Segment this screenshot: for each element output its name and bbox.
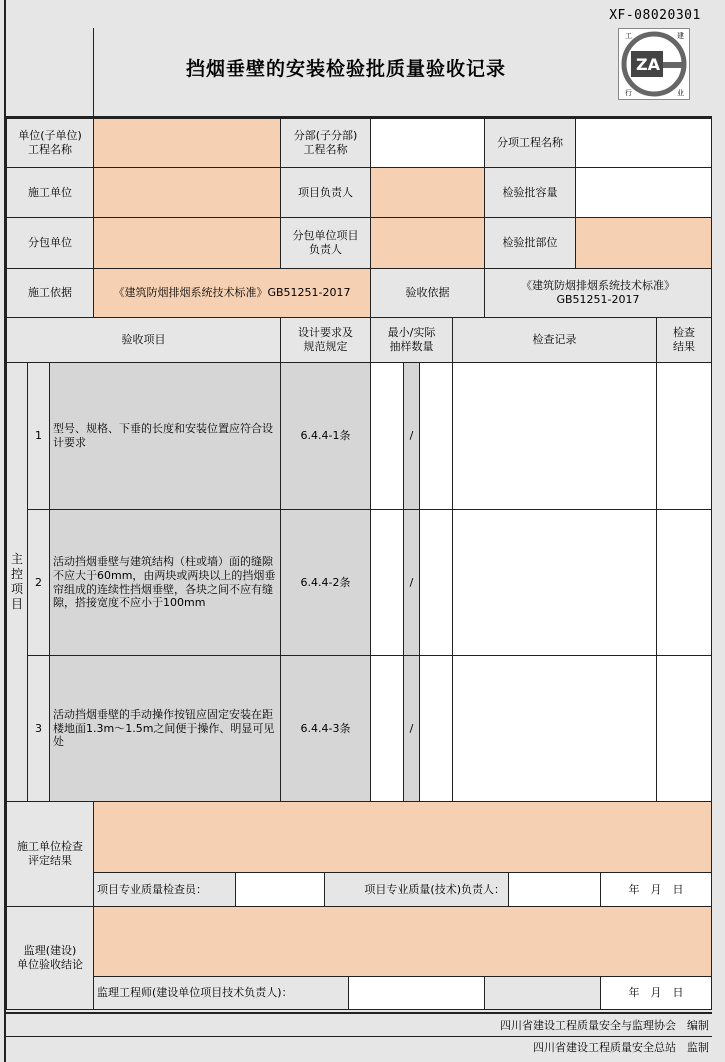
project-manager-label: 项目负责人 [280,167,371,218]
supervising-engineer-label: 监理工程师(建设单位项目技术负责人)： [93,976,349,1010]
construction-date[interactable]: 年 月 日 [600,872,712,907]
batch-capacity-field[interactable] [575,167,712,218]
supervision-spacer [484,976,601,1010]
acceptance-basis-value: 《建筑防烟排烟系统技术标准》 GB51251-2017 [484,268,712,318]
construction-unit-field[interactable] [93,167,281,218]
supervision-label: 监理(建设) 单位验收结论 [6,906,94,1010]
item-2-actual-sample[interactable] [419,509,453,656]
supervision-conclusion-field[interactable] [93,906,712,977]
logo-corner-bl: 行 [625,89,632,97]
item-project-field[interactable] [575,118,712,168]
col-header-record: 检查记录 [452,317,657,363]
item-2-min-sample[interactable] [370,509,404,656]
construction-unit-label: 施工单位 [6,167,94,218]
batch-location-label: 检验批部位 [484,217,576,269]
item-1-record[interactable] [452,362,657,510]
item-2-clause: 6.4.4-2条 [280,509,371,656]
item-1-actual-sample[interactable] [419,362,453,510]
item-3-clause: 6.4.4-3条 [280,655,371,802]
sub-unit-field[interactable] [370,118,485,168]
acceptance-basis-label: 验收依据 [370,268,485,318]
item-3-result[interactable] [656,655,712,802]
item-2-no: 2 [27,509,50,656]
construction-basis-value: 《建筑防烟排烟系统技术标准》GB51251-2017 [93,268,371,318]
subcontract-unit-field[interactable] [93,217,281,269]
col-header-item: 验收项目 [6,317,281,363]
subcontract-manager-label: 分包单位项目 负责人 [280,217,371,269]
sub-unit-label: 分部(子分部) 工程名称 [280,118,371,168]
item-3-record[interactable] [452,655,657,802]
item-1-min-sample[interactable] [370,362,404,510]
col-header-result: 检查 结果 [656,317,712,363]
item-3-actual-sample[interactable] [419,655,453,802]
supervision-date[interactable]: 年 月 日 [600,976,712,1010]
batch-capacity-label: 检验批容量 [484,167,576,218]
construction-basis-label: 施工依据 [6,268,94,318]
footer-mid-line [6,1036,712,1037]
subcontract-manager-field[interactable] [370,217,485,269]
item-3-no: 3 [27,655,50,802]
footer-compiled-by: 四川省建设工程质量安全与监理协会 编制 [300,1016,712,1036]
construction-check-label: 施工单位检查 评定结果 [6,801,94,907]
logo-letters: ZA [636,54,660,74]
col-header-sample: 最小/实际 抽样数量 [370,317,453,363]
tech-manager-field[interactable] [508,872,601,907]
footer-top-line [6,1012,712,1014]
col-header-design: 设计要求及 规范规定 [280,317,371,363]
item-3-slash: / [403,655,420,802]
item-1-clause: 6.4.4-1条 [280,362,371,510]
logo-corner-tr: 建 [677,32,684,40]
construction-check-result-field[interactable] [93,801,712,873]
item-1-slash: / [403,362,420,510]
subcontract-unit-label: 分包单位 [6,217,94,269]
item-2-slash: / [403,509,420,656]
project-manager-field[interactable] [370,167,485,218]
header-divider [93,28,94,118]
logo-corner-tl: 工 [625,32,632,40]
item-3-text: 活动挡烟垂壁的手动操作按钮应固定安装在距楼地面1.3m～1.5m之间便于操作、明显可见处 [49,655,281,802]
logo-corner-br: 业 [677,89,684,97]
item-project-label: 分项工程名称 [484,118,576,168]
item-2-record[interactable] [452,509,657,656]
inspector-field[interactable] [235,872,325,907]
za-logo [618,28,690,100]
main-control-label: 主 控 项 目 [6,362,28,802]
item-3-min-sample[interactable] [370,655,404,802]
item-2-text: 活动挡烟垂壁与建筑结构（柱或墙）面的缝隙不应大于60mm，由两块或两块以上的挡烟垂帘组成的连续性挡烟垂壁，各块之间不应有缝隙，搭接宽度不应小于100mm [49,509,281,656]
item-2-result[interactable] [656,509,712,656]
unit-name-label: 单位(子单位) 工程名称 [6,118,94,168]
inspector-label: 项目专业质量检查员： [93,872,236,907]
item-1-result[interactable] [656,362,712,510]
form-code: XF-08020301 [590,6,720,26]
batch-location-field[interactable] [575,217,712,269]
page-title: 挡烟垂壁的安装检验批质量验收记录 [96,50,596,90]
tech-manager-label: 项目专业质量(技术)负责人： [324,872,509,907]
unit-name-field[interactable] [93,118,281,168]
item-1-no: 1 [27,362,50,510]
supervising-engineer-field[interactable] [348,976,485,1010]
item-1-text: 型号、规格、下垂的长度和安装位置应符合设计要求 [49,362,281,510]
footer-supervised-by: 四川省建设工程质量安全总站 监制 [300,1038,712,1058]
